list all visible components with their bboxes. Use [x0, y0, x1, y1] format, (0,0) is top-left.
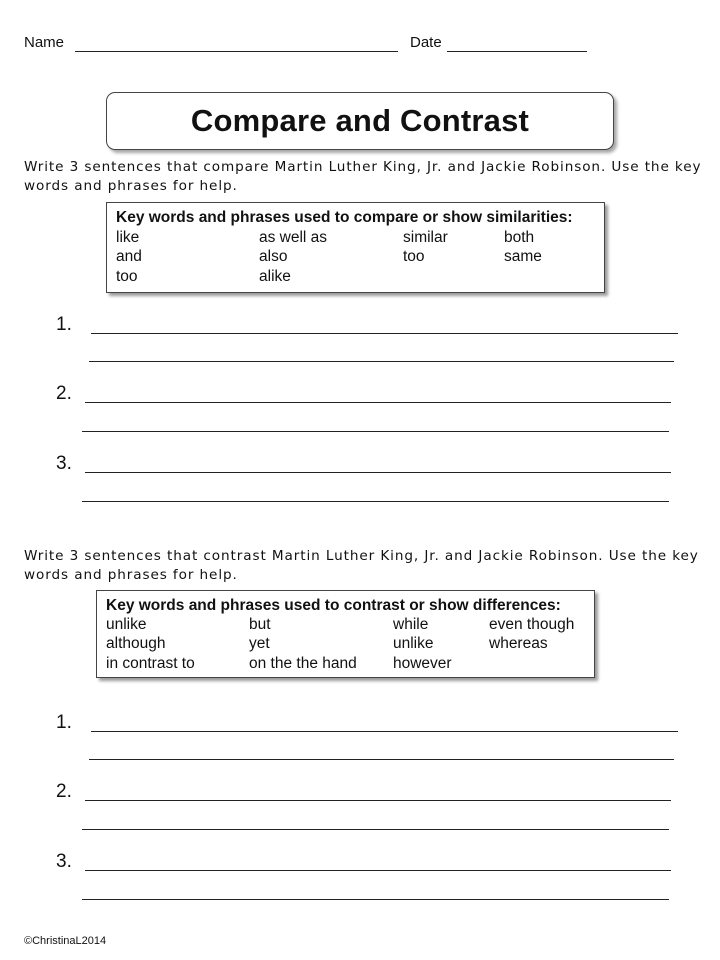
contrast-word: whereas — [489, 635, 548, 652]
contrast-word: on the the hand — [249, 655, 357, 672]
compare-word: and — [116, 248, 142, 265]
compare-word: alike — [259, 268, 291, 285]
contrast-word: but — [249, 616, 271, 633]
contrast-word: while — [393, 616, 429, 633]
contrast-word: unlike — [106, 616, 147, 633]
compare-word: similar — [403, 229, 448, 246]
contrast-word: however — [393, 655, 452, 672]
compare-item-number: 2. — [56, 383, 72, 404]
compare-word: too — [116, 268, 138, 285]
name-label: Name — [24, 34, 65, 51]
answer-line[interactable] — [85, 402, 671, 403]
answer-line[interactable] — [85, 870, 671, 871]
answer-line[interactable] — [82, 899, 669, 900]
contrast-word: unlike — [393, 635, 434, 652]
copyright-footer: ©ChristinaL2014 — [24, 935, 107, 947]
compare-word: also — [259, 248, 288, 265]
compare-keywords-box — [106, 202, 605, 293]
answer-line[interactable] — [91, 333, 678, 334]
compare-word: too — [403, 248, 425, 265]
compare-word: both — [504, 229, 535, 246]
contrast-word: yet — [249, 635, 270, 652]
answer-line[interactable] — [82, 829, 669, 830]
page-title: Compare and Contrast — [190, 103, 530, 138]
contrast-item-number: 3. — [56, 851, 72, 872]
contrast-item-number: 1. — [56, 712, 72, 733]
title-box — [106, 92, 614, 150]
compare-item-number: 1. — [56, 314, 72, 335]
answer-line[interactable] — [85, 800, 671, 801]
compare-item-number: 3. — [56, 453, 72, 474]
compare-word: like — [116, 229, 140, 246]
compare-word: same — [504, 248, 542, 265]
compare-keywords-heading: Key words and phrases used to compare or show similarities: — [116, 209, 573, 226]
date-label: Date — [410, 34, 442, 51]
answer-line[interactable] — [82, 431, 669, 432]
date-blank[interactable] — [447, 51, 587, 52]
answer-line[interactable] — [82, 501, 669, 502]
contrast-word: in contrast to — [106, 655, 195, 672]
answer-line[interactable] — [89, 361, 674, 362]
compare-instructions: Write 3 sentences that compare Martin Luther King, Jr. and Jackie Robinson. Use the key words and phrases for help. — [24, 159, 702, 194]
contrast-word: although — [106, 635, 166, 652]
compare-word: as well as — [259, 229, 328, 246]
contrast-keywords-heading: Key words and phrases used to contrast or show differences: — [106, 597, 561, 614]
answer-line[interactable] — [89, 759, 674, 760]
contrast-word: even though — [489, 616, 575, 633]
answer-line[interactable] — [85, 472, 671, 473]
name-blank[interactable] — [75, 51, 398, 52]
contrast-keywords-box — [96, 590, 595, 678]
contrast-instructions: Write 3 sentences that contrast Martin Luther King, Jr. and Jackie Robinson. Use the key words and phrases for help. — [24, 548, 699, 583]
answer-line[interactable] — [91, 731, 678, 732]
contrast-item-number: 2. — [56, 781, 72, 802]
